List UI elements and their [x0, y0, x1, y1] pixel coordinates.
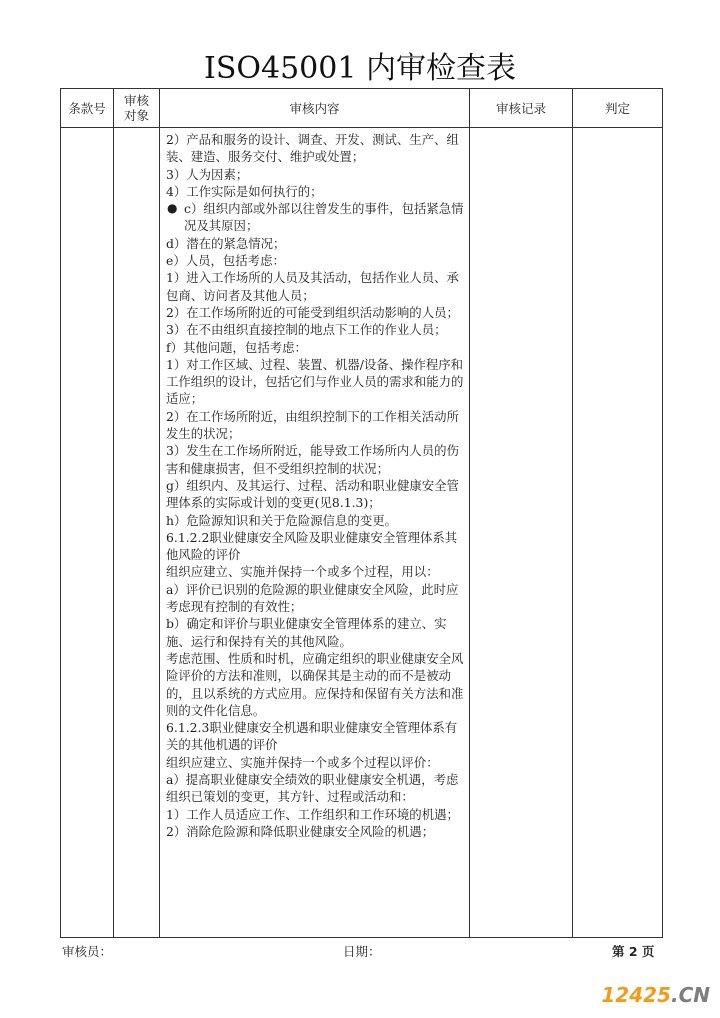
content-line: 组织应建立、实施并保持一个或多个过程以评价：: [166, 754, 439, 770]
content-line: 2）消除危险源和降低职业健康安全风险的机遇；: [166, 823, 435, 839]
reviewer-label: 审核员：: [62, 944, 113, 959]
content-line: 2）产品和服务的设计、调查、开发、测试、生产、组装、建造、服务交付、维护或处置；: [166, 132, 459, 165]
watermark-domain: .CN: [670, 983, 710, 1007]
content-line: f）其他问题，包括考虑：: [166, 339, 307, 355]
black-circle-bullet-icon: ●: [167, 201, 178, 216]
content-line: e）人员，包括考虑：: [166, 253, 285, 269]
content-line: 2）在工作场所附近，由组织控制下的工作相关活动所发生的状况；: [166, 408, 459, 442]
page-title: ISO45001 内审检查表: [204, 51, 516, 86]
content-line: 1）对工作区域、过程、装置、机器/设备、操作程序和工作组织的设计，包括它们与作业人员的需求和能力的适应；: [166, 356, 464, 407]
audit-content-text: [160, 128, 469, 840]
content-line: a）评价已识别的危险源的职业健康安全风险，此时应考虑现有控制的有效性；: [166, 581, 459, 615]
content-line: 3）在不由组织直接控制的地点下工作的作业人员；: [166, 322, 447, 338]
cell-clause-no: [61, 128, 114, 938]
content-line: g）组织内、及其运行、过程、活动和职业健康安全管理体系的实际或计划的变更(见8.1.3)；: [166, 477, 459, 511]
bulleted-content-line: [166, 200, 465, 235]
watermark-number: 12425: [601, 983, 671, 1007]
content-line: 1）工作人员适应工作、工作组织和工作环境的机遇；: [166, 806, 459, 822]
site-watermark: [601, 983, 710, 1007]
header-audit-content: 审核内容: [160, 89, 470, 128]
cell-audit-content: [160, 128, 470, 938]
content-line: 1）进入工作场所的人员及其活动，包括作业人员、承包商、访问者及其他人员；: [166, 270, 459, 303]
header-clause-no: 条款号: [61, 89, 114, 128]
content-line: 6.1.2.2职业健康安全风险及职业健康安全管理体系其他风险的评价: [166, 529, 458, 563]
content-line: c）组织内部或外部以往曾发生的事件，包括紧急情况及其原因；: [184, 201, 464, 234]
content-line: a）提高职业健康安全绩效的职业健康安全机遇，考虑组织已策划的变更，其方针、过程或活动和：: [166, 771, 459, 805]
page-number: 第 2 页: [612, 944, 655, 959]
date-label: 日期：: [343, 944, 381, 959]
table-header-row: [61, 89, 663, 128]
header-audit-record: 审核记录: [470, 89, 573, 128]
content-line: 考虑范围、性质和时机，应确定组织的职业健康安全风险评价的方法和准则，以确保其是主动的而不是被动的，且以系统的方式应用。应保持和保留有关方法和准则的文件化信息。: [166, 650, 464, 718]
header-audit-object: 审核 对象: [114, 89, 160, 128]
content-line: b）确定和评价与职业健康安全管理体系的建立、实施、运行和保持有关的其他风险。: [166, 616, 447, 649]
cell-judgment: [573, 128, 663, 938]
content-line: 3）人为因素；: [166, 166, 249, 182]
table-row: [61, 128, 663, 938]
content-line: 组织应建立、实施并保持一个或多个过程，用以：: [166, 564, 439, 580]
content-line: d）潜在的紧急情况；: [166, 235, 286, 251]
content-line: h）危险源知识和关于危险源信息的变更。: [166, 512, 398, 528]
content-line: 3）发生在工作场所附近，能导致工作场所内人员的伤害和健康损害，但不受组织控制的状况；: [166, 443, 459, 476]
cell-audit-record: [470, 128, 573, 938]
content-line: 6.1.2.3职业健康安全机遇和职业健康安全管理体系有关的其他机遇的评价: [166, 720, 458, 753]
cell-audit-object: [114, 128, 160, 938]
header-judgment: 判定: [573, 89, 663, 128]
audit-checklist-table: [60, 88, 663, 938]
content-line: 4）工作实际是如何执行的；: [166, 183, 323, 199]
content-line: 2）在工作场所附近的可能受到组织活动影响的人员；: [166, 304, 459, 320]
